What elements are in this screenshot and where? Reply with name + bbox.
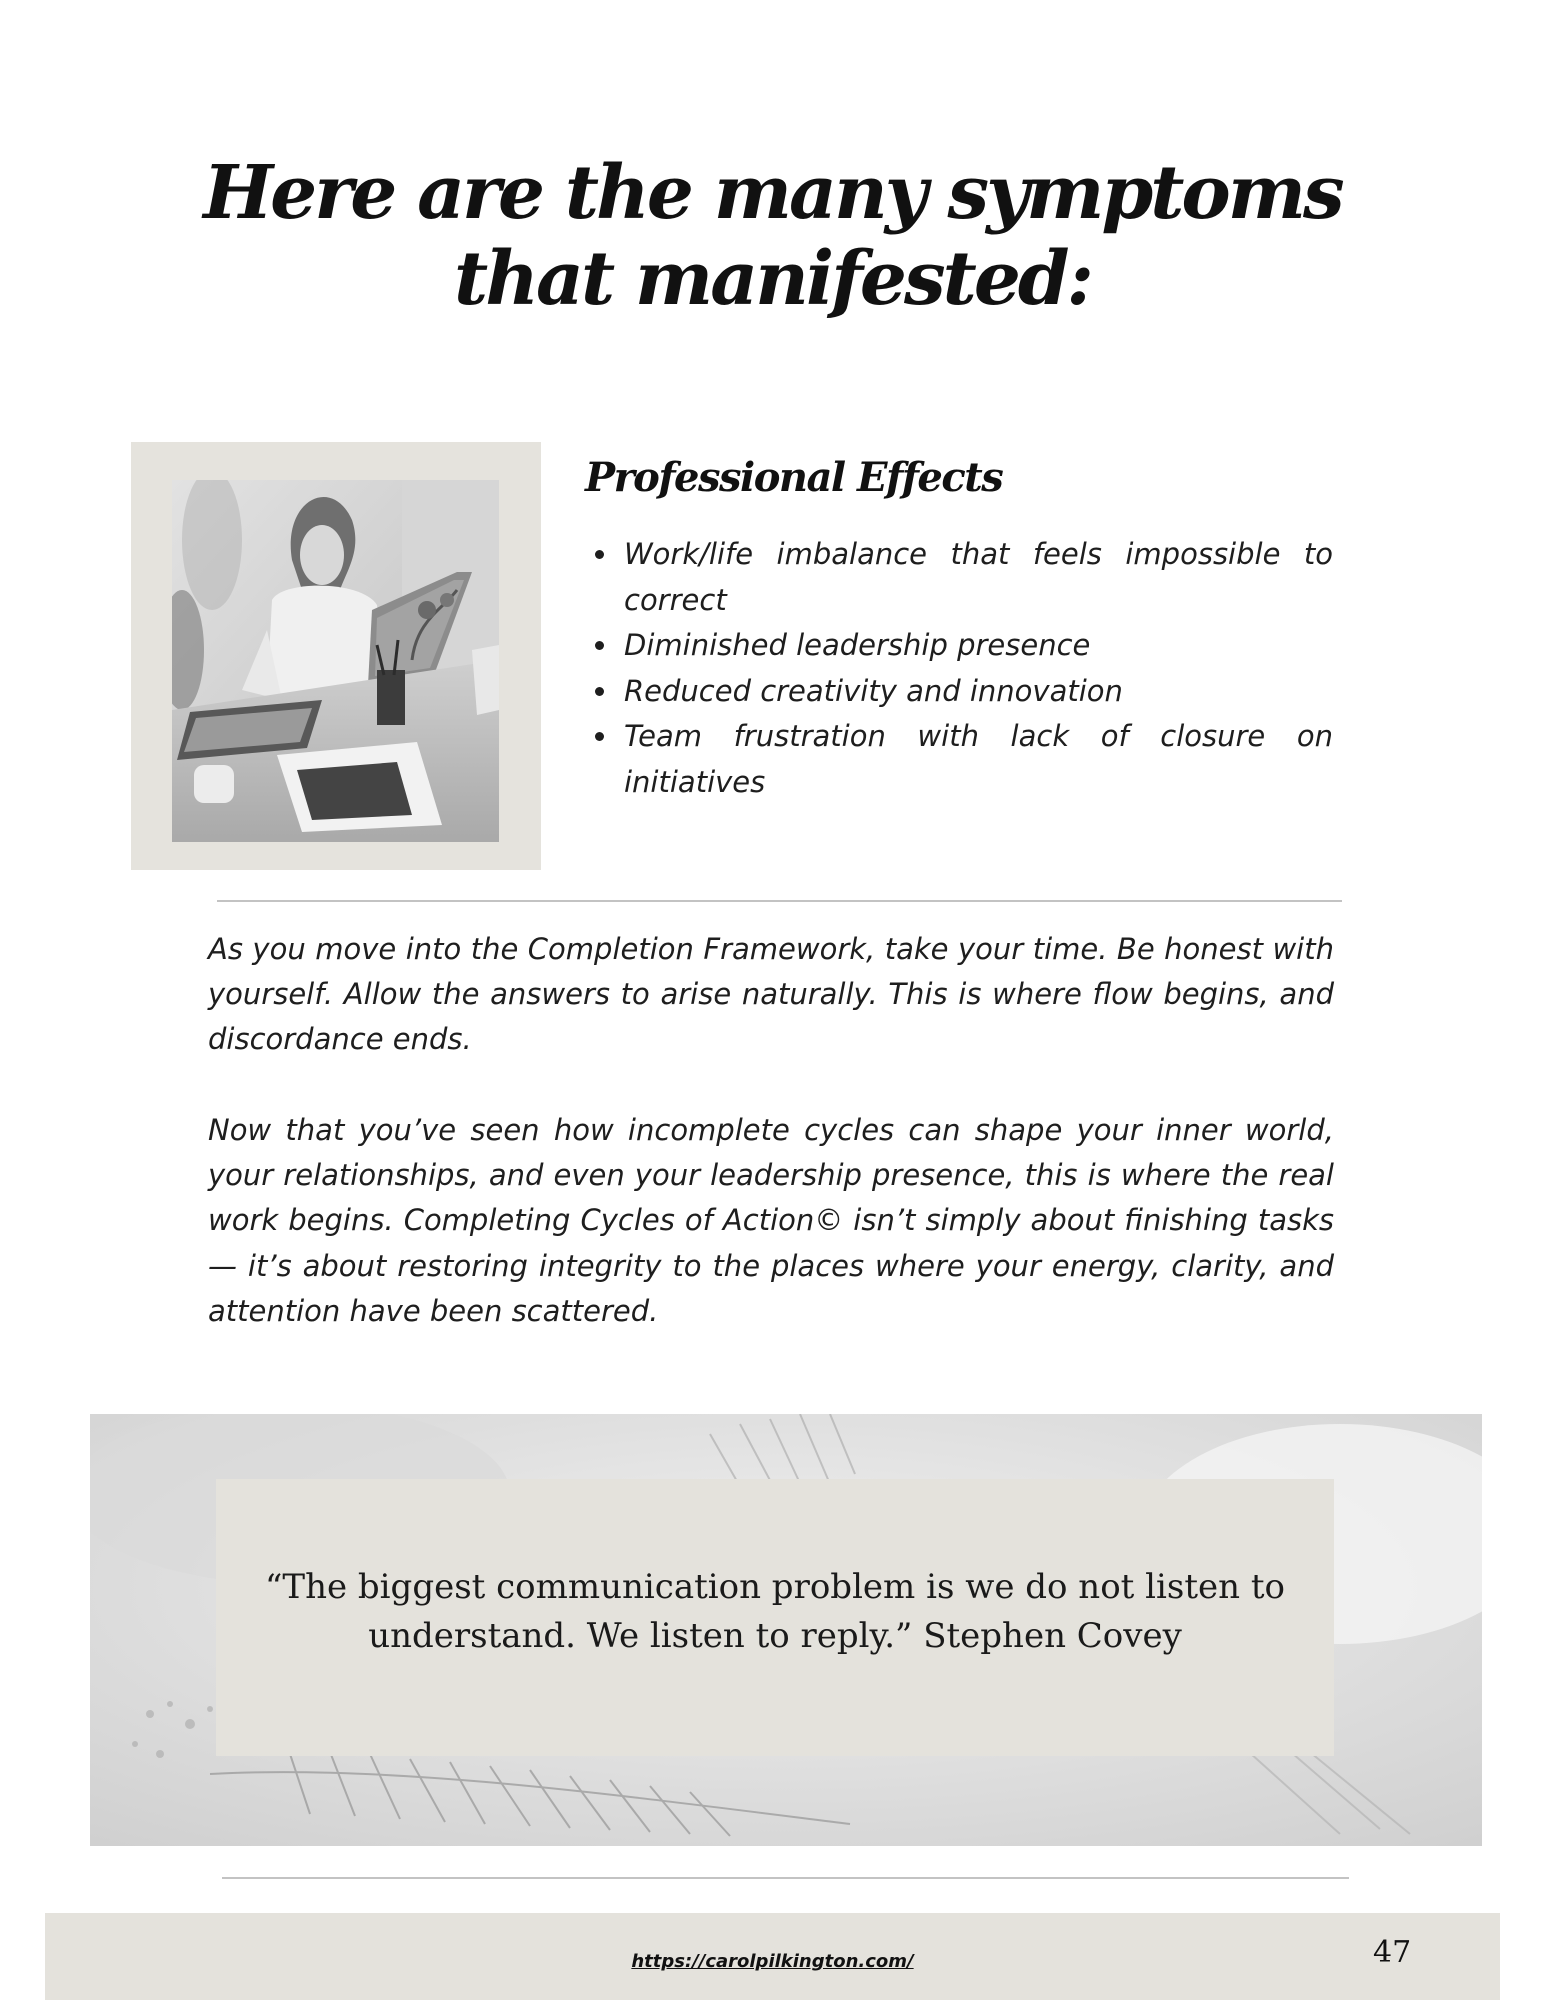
page-title: Here are the many symptoms that manifested: [203, 150, 1342, 322]
paragraph: As you move into the Completion Framework, take your time. Be honest with yourself. Allow the answers to arise naturally. This is where flow begins, and discordance ends. [208, 932, 1334, 1057]
section-heading: Professional Effects [585, 454, 1003, 501]
symptoms-list [585, 532, 1333, 805]
footer [45, 1913, 1500, 2000]
list-item: • Work/life imbalance that feels impossible to correct [620, 532, 1333, 623]
list-item: • Diminished leadership presence [620, 623, 1333, 669]
divider [217, 900, 1342, 902]
website-link[interactable]: https://carolpilkington.com/ [631, 1951, 914, 1972]
page-number: 47 [1373, 1935, 1412, 1970]
paragraph: Now that you’ve seen how incomplete cycles can shape your inner world, your relationships, and even your leadership presence, this is where the real work begins. Completing Cycles of Action© isn’t simply about finishing tasks — it’s about restoring integrity to the places where your energy, clarity, and attention have been scattered. [208, 1113, 1334, 1328]
list-item: • Team frustration with lack of closure on initiatives [620, 714, 1333, 805]
divider [222, 1877, 1349, 1879]
quote-text: “The biggest communication problem is we do not listen to understand. We listen to reply.” Stephen Covey [265, 1567, 1285, 1656]
woman-at-desk-photo [172, 480, 499, 842]
quote-card [216, 1479, 1334, 1756]
list-item: • Reduced creativity and innovation [620, 669, 1333, 715]
